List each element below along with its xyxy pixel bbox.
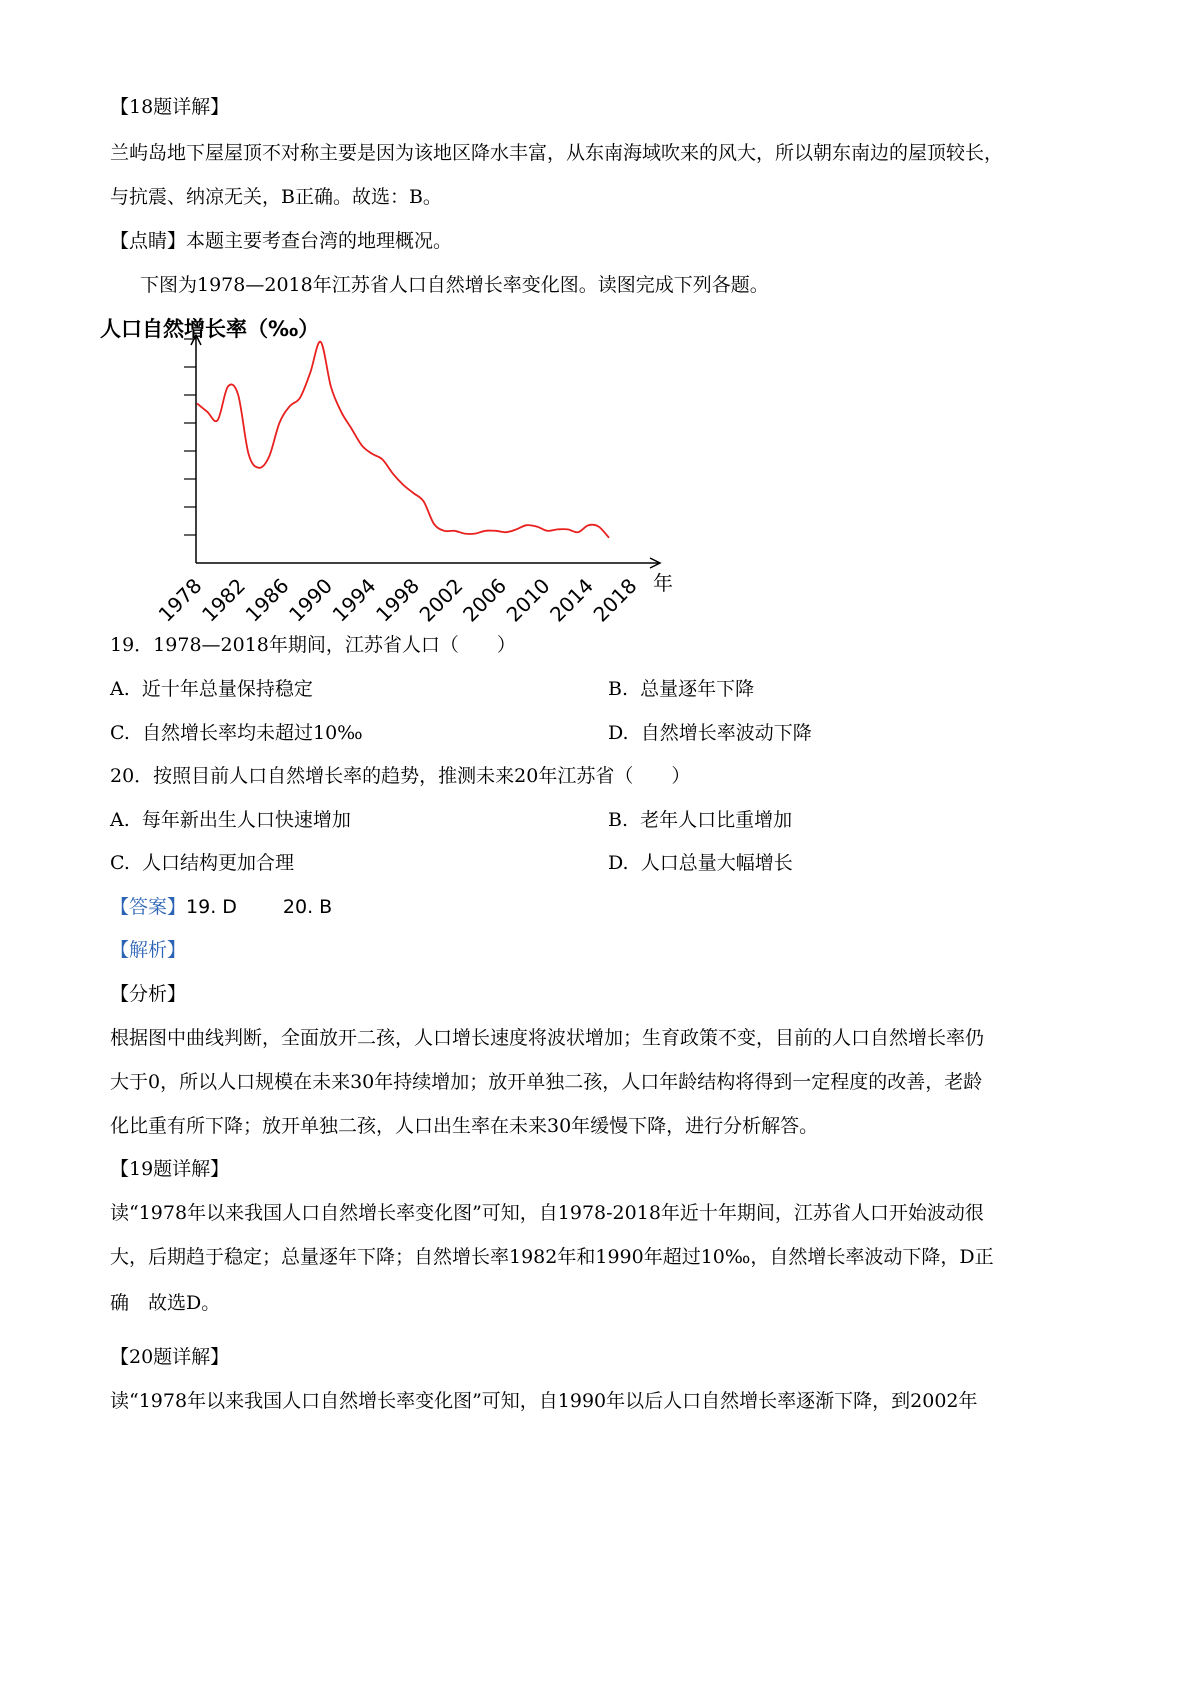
x-tick-label: 1986 [240,573,294,627]
y-axis-ticks [184,339,196,535]
detail-19-line-2: 大，后期趋于稳定；总量逐年下降；自然增长率1982年和1990年超过10‰，自然增长率波动下降，D正 [110,1246,994,1268]
population-growth-chart [100,315,700,645]
answer-19: 19. D [186,896,237,918]
option-letter: C. [110,852,130,874]
option-letter: A. [110,678,130,700]
chart-intro: 下图为1978—2018年江苏省人口自然增长率变化图。读图完成下列各题。 [140,274,769,296]
option-letter: B. [608,809,629,831]
x-tick-label: 1998 [371,573,425,627]
detail-20-line-1: 读“1978年以来我国人口自然增长率变化图”可知，自1990年以后人口自然增长率逐渐下降，到2002年 [110,1390,978,1412]
option-text: 人口结构更加合理 [142,852,295,874]
option-letter: B. [608,678,629,700]
option-text: 自然增长率波动下降 [640,722,812,744]
q19-option-b[interactable] [608,676,754,702]
option-letter: A. [110,809,130,831]
option-letter: D. [608,852,629,874]
fenxi-line-2: 大于0，所以人口规模在未来30年持续增加；放开单独二孩，人口年龄结构将得到一定程度的改善，老龄 [110,1071,983,1093]
growth-rate-line [197,342,609,538]
q19-option-a[interactable] [110,676,313,702]
option-text: 每年新出生人口快速增加 [141,809,351,831]
x-axis-label: 年 [653,571,673,595]
q20-stem: 20．按照目前人口自然增长率的趋势，推测未来20年江苏省（ ） [110,765,691,787]
option-text: 近十年总量保持稳定 [141,678,313,700]
x-axis-tick-labels [154,574,642,627]
q18-detail-line-2: 与抗震、纳凉无关，B正确。故选：B。 [110,186,442,208]
x-tick-label: 1994 [327,573,381,627]
x-tick-label: 2018 [588,573,642,627]
q18-detail-line-1: 兰屿岛地下屋屋顶不对称主要是因为该地区降水丰富，从东南海域吹来的风大，所以朝东南边的屋顶较长， [110,142,1004,164]
q18-detail-heading: 【18题详解】 [110,96,230,118]
answer-20: 20. B [282,896,333,918]
option-letter: D. [608,722,629,744]
fenxi-line-1: 根据图中曲线判断，全面放开二孩，人口增长速度将波状增加；生育政策不变，目前的人口自然增长率仍 [110,1027,985,1049]
option-text: 总量逐年下降 [640,678,755,700]
analysis-label: 【解析】 [110,939,187,961]
q20-option-b[interactable] [608,807,792,833]
chart-title: 人口自然增长率（‰） [100,317,320,341]
x-tick-label: 1990 [284,573,338,627]
fenxi-line-3: 化比重有所下降；放开单独二孩，人口出生率在未来30年缓慢下降，进行分析解答。 [110,1115,819,1137]
detail-20-heading: 【20题详解】 [110,1346,230,1368]
option-text: 自然增长率均未超过10‰ [142,722,363,744]
q20-option-d[interactable] [608,850,793,876]
x-tick-label: 2006 [458,573,512,627]
option-text: 人口总量大幅增长 [640,852,793,874]
q20-option-a[interactable] [110,807,351,833]
x-tick-label: 2002 [414,573,468,627]
q19-stem: 19．1978—2018年期间，江苏省人口（ ） [110,634,516,656]
option-text: 老年人口比重增加 [640,809,793,831]
answer-label: 【答案】 [110,896,187,918]
option-letter: C. [110,722,130,744]
detail-19-line-3: 确 故选D。 [110,1292,221,1314]
q20-option-c[interactable] [110,850,294,876]
detail-19-line-1: 读“1978年以来我国人口自然增长率变化图”可知，自1978-2018年近十年期间，江苏省人口开始波动很 [110,1202,984,1224]
detail-19-heading: 【19题详解】 [110,1158,230,1180]
x-tick-label: 1978 [153,573,207,627]
q18-comment: 【点睛】本题主要考查台湾的地理概况。 [110,230,453,252]
q19-option-c[interactable] [110,720,363,746]
answer-line [110,894,332,920]
x-tick-label: 1982 [197,573,251,627]
q19-option-d[interactable] [608,720,812,746]
x-tick-label: 2010 [501,573,555,627]
fenxi-heading: 【分析】 [110,983,187,1005]
chart-axes [191,335,660,568]
x-tick-label: 2014 [545,573,599,627]
